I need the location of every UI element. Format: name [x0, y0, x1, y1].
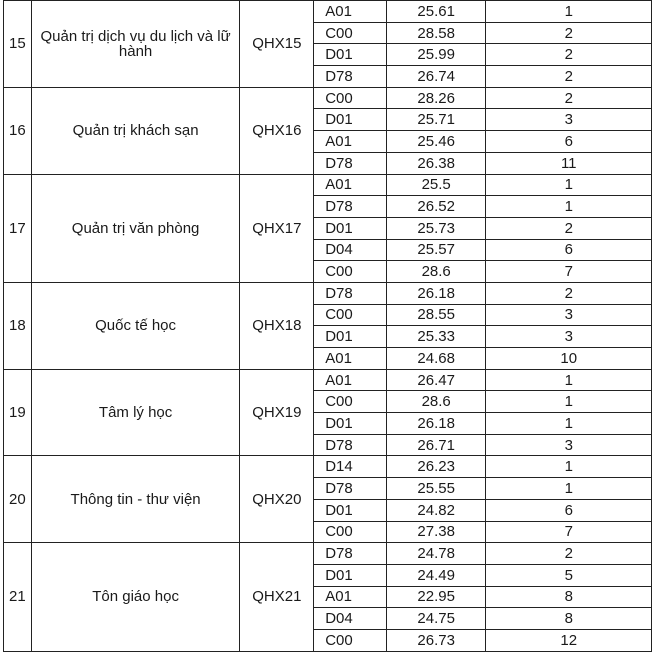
cutoff-score-cell: 28.6: [386, 391, 486, 413]
admissions-table: [3, 0, 652, 652]
major-code-cell: QHX19: [240, 369, 314, 456]
table-row: [4, 174, 652, 196]
subject-combo-cell: D01: [314, 326, 387, 348]
major-code-cell: QHX16: [240, 87, 314, 174]
rank-cell: 1: [486, 391, 652, 413]
major-stt-cell: 16: [4, 87, 32, 174]
cutoff-score-cell: 24.75: [386, 608, 486, 630]
subject-combo-cell: D04: [314, 608, 387, 630]
subject-combo-cell: C00: [314, 521, 387, 543]
subject-combo-cell: D14: [314, 456, 387, 478]
rank-cell: 1: [486, 478, 652, 500]
subject-combo-cell: D78: [314, 478, 387, 500]
rank-cell: 8: [486, 586, 652, 608]
cutoff-score-cell: 28.26: [386, 87, 486, 109]
cutoff-score-cell: 26.71: [386, 434, 486, 456]
rank-cell: 2: [486, 543, 652, 565]
cutoff-score-cell: 22.95: [386, 586, 486, 608]
cutoff-score-cell: 24.68: [386, 348, 486, 370]
rank-cell: 1: [486, 174, 652, 196]
rank-cell: 2: [486, 87, 652, 109]
subject-combo-cell: D78: [314, 196, 387, 218]
subject-combo-cell: D78: [314, 66, 387, 88]
subject-combo-cell: A01: [314, 131, 387, 153]
rank-cell: 2: [486, 282, 652, 304]
rank-cell: 1: [486, 369, 652, 391]
subject-combo-cell: D01: [314, 564, 387, 586]
major-stt-cell: 20: [4, 456, 32, 543]
rank-cell: 6: [486, 239, 652, 261]
subject-combo-cell: D78: [314, 152, 387, 174]
subject-combo-cell: C00: [314, 629, 387, 651]
rank-cell: 2: [486, 44, 652, 66]
rank-cell: 1: [486, 413, 652, 435]
subject-combo-cell: D01: [314, 499, 387, 521]
cutoff-score-cell: 26.18: [386, 413, 486, 435]
cutoff-score-cell: 26.52: [386, 196, 486, 218]
subject-combo-cell: D01: [314, 413, 387, 435]
rank-cell: 1: [486, 1, 652, 23]
table-row: [4, 369, 652, 391]
subject-combo-cell: D04: [314, 239, 387, 261]
rank-cell: 8: [486, 608, 652, 630]
subject-combo-cell: C00: [314, 391, 387, 413]
cutoff-score-cell: 25.73: [386, 217, 486, 239]
rank-cell: 2: [486, 66, 652, 88]
major-name-cell: Quản trị văn phòng: [31, 174, 240, 282]
table-body: [4, 1, 652, 652]
cutoff-score-cell: 26.73: [386, 629, 486, 651]
cutoff-score-cell: 28.58: [386, 22, 486, 44]
rank-cell: 2: [486, 22, 652, 44]
rank-cell: 2: [486, 217, 652, 239]
rank-cell: 3: [486, 109, 652, 131]
rank-cell: 3: [486, 434, 652, 456]
subject-combo-cell: D78: [314, 282, 387, 304]
rank-cell: 3: [486, 326, 652, 348]
rank-cell: 10: [486, 348, 652, 370]
subject-combo-cell: A01: [314, 369, 387, 391]
major-code-cell: QHX17: [240, 174, 314, 282]
subject-combo-cell: A01: [314, 174, 387, 196]
subject-combo-cell: D78: [314, 434, 387, 456]
rank-cell: 6: [486, 499, 652, 521]
major-name-cell: Quản trị khách sạn: [31, 87, 240, 174]
major-code-cell: QHX15: [240, 1, 314, 88]
major-name-cell: Tôn giáo học: [31, 543, 240, 651]
cutoff-score-cell: 26.23: [386, 456, 486, 478]
table-row: [4, 456, 652, 478]
cutoff-score-cell: 26.38: [386, 152, 486, 174]
major-name-cell: Quản trị dịch vụ du lịch và lữ hành: [31, 1, 240, 88]
subject-combo-cell: A01: [314, 586, 387, 608]
subject-combo-cell: C00: [314, 261, 387, 283]
major-stt-cell: 19: [4, 369, 32, 456]
cutoff-score-cell: 24.49: [386, 564, 486, 586]
subject-combo-cell: D01: [314, 44, 387, 66]
subject-combo-cell: D01: [314, 217, 387, 239]
subject-combo-cell: A01: [314, 1, 387, 23]
cutoff-score-cell: 28.6: [386, 261, 486, 283]
subject-combo-cell: D01: [314, 109, 387, 131]
table-row: [4, 87, 652, 109]
cutoff-score-cell: 25.55: [386, 478, 486, 500]
major-stt-cell: 18: [4, 282, 32, 369]
table-row: [4, 1, 652, 23]
major-code-cell: QHX20: [240, 456, 314, 543]
cutoff-score-cell: 25.5: [386, 174, 486, 196]
cutoff-score-cell: 24.78: [386, 543, 486, 565]
subject-combo-cell: D78: [314, 543, 387, 565]
rank-cell: 1: [486, 456, 652, 478]
major-stt-cell: 15: [4, 1, 32, 88]
rank-cell: 3: [486, 304, 652, 326]
major-stt-cell: 21: [4, 543, 32, 651]
subject-combo-cell: C00: [314, 304, 387, 326]
rank-cell: 6: [486, 131, 652, 153]
major-name-cell: Quốc tế học: [31, 282, 240, 369]
rank-cell: 12: [486, 629, 652, 651]
rank-cell: 5: [486, 564, 652, 586]
cutoff-score-cell: 28.55: [386, 304, 486, 326]
major-name-cell: Thông tin - thư viện: [31, 456, 240, 543]
subject-combo-cell: A01: [314, 348, 387, 370]
rank-cell: 7: [486, 261, 652, 283]
major-code-cell: QHX21: [240, 543, 314, 651]
cutoff-score-cell: 25.61: [386, 1, 486, 23]
rank-cell: 11: [486, 152, 652, 174]
major-name-cell: Tâm lý học: [31, 369, 240, 456]
cutoff-score-cell: 26.74: [386, 66, 486, 88]
cutoff-score-cell: 25.33: [386, 326, 486, 348]
rank-cell: 1: [486, 196, 652, 218]
cutoff-score-cell: 27.38: [386, 521, 486, 543]
cutoff-score-cell: 26.47: [386, 369, 486, 391]
cutoff-score-cell: 25.57: [386, 239, 486, 261]
major-code-cell: QHX18: [240, 282, 314, 369]
cutoff-score-cell: 25.46: [386, 131, 486, 153]
cutoff-score-cell: 25.99: [386, 44, 486, 66]
subject-combo-cell: C00: [314, 22, 387, 44]
major-stt-cell: 17: [4, 174, 32, 282]
cutoff-score-cell: 26.18: [386, 282, 486, 304]
table-row: [4, 282, 652, 304]
cutoff-score-cell: 24.82: [386, 499, 486, 521]
subject-combo-cell: C00: [314, 87, 387, 109]
table-row: [4, 543, 652, 565]
cutoff-score-cell: 25.71: [386, 109, 486, 131]
rank-cell: 7: [486, 521, 652, 543]
